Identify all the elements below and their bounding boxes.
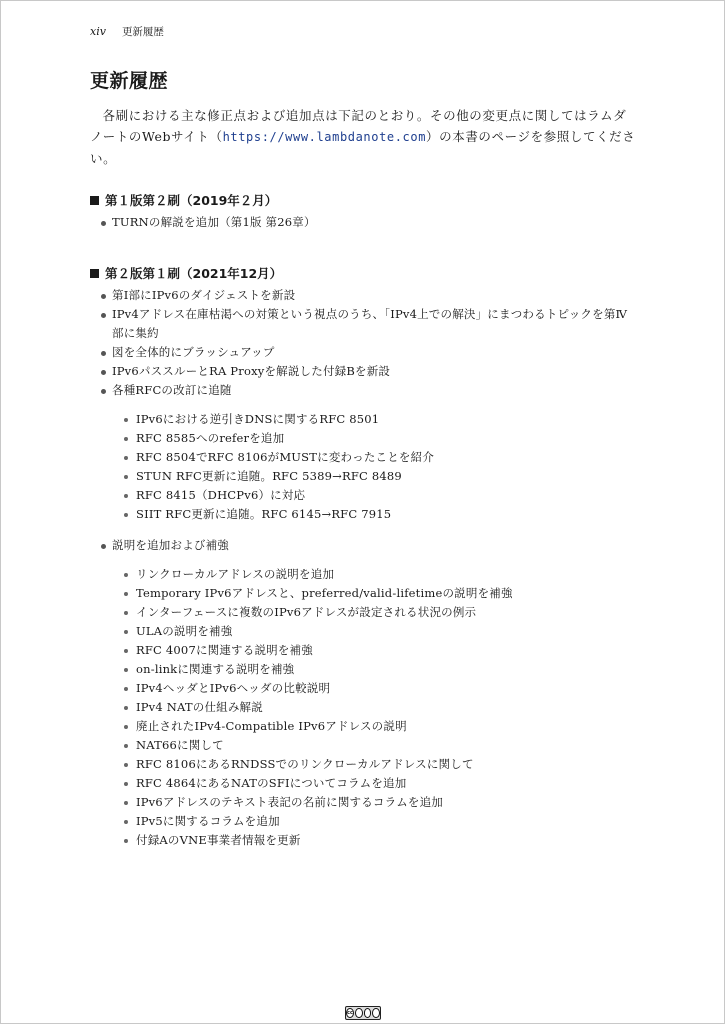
sub-list bbox=[112, 565, 638, 850]
edition1-heading-text: 第１版第２刷（2019年２月） bbox=[105, 193, 278, 208]
cc-license-badge bbox=[345, 1006, 381, 1020]
bullet-icon bbox=[101, 351, 106, 356]
sub-list-item bbox=[112, 565, 638, 584]
cc-icon: cc bbox=[347, 1010, 353, 1016]
page-number: xiv bbox=[90, 25, 106, 38]
small-bullet-icon bbox=[124, 820, 128, 824]
item-text: 各種RFCの改訂に追随 bbox=[112, 383, 232, 397]
sub-list-item bbox=[112, 755, 638, 774]
item-text: IPv4ヘッダとIPv6ヘッダの比較説明 bbox=[136, 681, 331, 695]
item-text: RFC 8504でRFC 8106がMUSTに変わったことを紹介 bbox=[136, 450, 435, 464]
small-bullet-icon bbox=[124, 725, 128, 729]
square-bullet-icon bbox=[90, 196, 99, 205]
bullet-icon bbox=[101, 544, 106, 549]
sub-list-item bbox=[112, 467, 638, 486]
item-text: Temporary IPv6アドレスと、preferred/valid-lifetimeの説明を補強 bbox=[136, 586, 513, 600]
sub-list-item bbox=[112, 831, 638, 850]
item-text: RFC 8585へのreferを追加 bbox=[136, 431, 285, 445]
edition2-list bbox=[90, 286, 638, 850]
small-bullet-icon bbox=[124, 649, 128, 653]
small-bullet-icon bbox=[124, 592, 128, 596]
list-item bbox=[90, 286, 638, 305]
sub-list-item bbox=[112, 679, 638, 698]
small-bullet-icon bbox=[124, 418, 128, 422]
list-item bbox=[90, 536, 638, 850]
sub-list-item bbox=[112, 793, 638, 812]
item-text: 付録AのVNE事業者情報を更新 bbox=[136, 833, 301, 847]
website-link[interactable]: https://www.lambdanote.com bbox=[222, 130, 427, 144]
small-bullet-icon bbox=[124, 668, 128, 672]
sub-list bbox=[112, 410, 638, 524]
small-bullet-icon bbox=[124, 437, 128, 441]
intro-suffix: ）の本書のページを参照してください。 bbox=[90, 129, 636, 166]
nd-icon bbox=[372, 1008, 380, 1018]
item-text: IPv4 NATの仕組み解説 bbox=[136, 700, 263, 714]
item-text: IPv4アドレス在庫枯渇への対策という視点のうち、「IPv4上での解決」にまつわるトピックを第Ⅳ部に集約 bbox=[112, 307, 628, 340]
small-bullet-icon bbox=[124, 630, 128, 634]
item-text: on-linkに関連する説明を補強 bbox=[136, 662, 295, 676]
item-text: NAT66に関して bbox=[136, 738, 224, 752]
small-bullet-icon bbox=[124, 744, 128, 748]
bullet-icon bbox=[101, 221, 106, 226]
sub-list-item bbox=[112, 622, 638, 641]
item-text: IPv5に関するコラムを追加 bbox=[136, 814, 280, 828]
edition2-heading-text: 第２版第１刷（2021年12月） bbox=[105, 266, 283, 281]
small-bullet-icon bbox=[124, 687, 128, 691]
item-text: インターフェースに複数のIPv6アドレスが設定される状況の例示 bbox=[136, 605, 477, 619]
small-bullet-icon bbox=[124, 839, 128, 843]
bullet-icon bbox=[101, 313, 106, 318]
by-icon bbox=[355, 1008, 363, 1018]
sub-list-item bbox=[112, 736, 638, 755]
item-text: 説明を追加および補強 bbox=[112, 538, 229, 552]
intro-paragraph bbox=[90, 105, 638, 169]
list-item bbox=[90, 362, 638, 381]
list-item bbox=[90, 305, 638, 343]
item-text: TURNの解説を追加（第1版 第26章） bbox=[112, 215, 316, 229]
item-text: IPv6パススルーとRA Proxyを解説した付録Bを新設 bbox=[112, 364, 391, 378]
bullet-icon bbox=[101, 294, 106, 299]
item-text: 図を全体的にブラッシュアップ bbox=[112, 345, 275, 359]
main-content bbox=[90, 66, 638, 862]
sub-list-item bbox=[112, 698, 638, 717]
small-bullet-icon bbox=[124, 611, 128, 615]
sub-list-item bbox=[112, 717, 638, 736]
square-bullet-icon bbox=[90, 269, 99, 278]
item-text: RFC 8415（DHCPv6）に対応 bbox=[136, 488, 306, 502]
list-item bbox=[90, 213, 638, 232]
intro-prefix: 各刷における主な修正点および追加点は下記のとおり。その他の変更点に関してはラムダノートのWebサイト（ bbox=[90, 108, 627, 144]
sub-list-item bbox=[112, 641, 638, 660]
sub-list-item bbox=[112, 505, 638, 524]
small-bullet-icon bbox=[124, 763, 128, 767]
small-bullet-icon bbox=[124, 494, 128, 498]
section-title: 更新履歴 bbox=[90, 70, 169, 92]
edition2-heading bbox=[90, 264, 638, 282]
sub-list-item bbox=[112, 660, 638, 679]
small-bullet-icon bbox=[124, 513, 128, 517]
sub-list-item bbox=[112, 410, 638, 429]
list-item bbox=[90, 343, 638, 362]
item-text: 廃止されたIPv4-Compatible IPv6アドレスの説明 bbox=[136, 719, 407, 733]
item-text: IPv6アドレスのテキスト表記の名前に関するコラムを追加 bbox=[136, 795, 444, 809]
small-bullet-icon bbox=[124, 456, 128, 460]
small-bullet-icon bbox=[124, 801, 128, 805]
sub-list-item bbox=[112, 429, 638, 448]
item-text: RFC 8106にあるRNDSSでのリンクローカルアドレスに関して bbox=[136, 757, 474, 771]
item-text: 第Ⅰ部にIPv6のダイジェストを新設 bbox=[112, 288, 296, 302]
item-text: IPv6における逆引きDNSに関するRFC 8501 bbox=[136, 412, 380, 426]
running-header-title: 更新履歴 bbox=[121, 26, 164, 38]
sub-list-item bbox=[112, 774, 638, 793]
item-text: RFC 4007に関連する説明を補強 bbox=[136, 643, 313, 657]
sub-list-item bbox=[112, 584, 638, 603]
small-bullet-icon bbox=[124, 782, 128, 786]
item-text: RFC 4864にあるNATのSFIについてコラムを追加 bbox=[136, 776, 407, 790]
small-bullet-icon bbox=[124, 573, 128, 577]
item-text: SIIT RFC更新に追随。RFC 6145→RFC 7915 bbox=[136, 507, 392, 521]
sub-list-item bbox=[112, 812, 638, 831]
small-bullet-icon bbox=[124, 475, 128, 479]
list-item bbox=[90, 381, 638, 524]
item-text: STUN RFC更新に追随。RFC 5389→RFC 8489 bbox=[136, 469, 402, 483]
edition1-list bbox=[90, 213, 638, 232]
item-text: ULAの説明を補強 bbox=[136, 624, 233, 638]
sub-list-item bbox=[112, 448, 638, 467]
nc-icon bbox=[364, 1008, 372, 1018]
small-bullet-icon bbox=[124, 706, 128, 710]
bullet-icon bbox=[101, 389, 106, 394]
edition1-heading bbox=[90, 191, 638, 209]
bullet-icon bbox=[101, 370, 106, 375]
item-text: リンクローカルアドレスの説明を追加 bbox=[136, 567, 335, 581]
sub-list-item bbox=[112, 603, 638, 622]
sub-list-item bbox=[112, 486, 638, 505]
running-header bbox=[90, 24, 164, 39]
